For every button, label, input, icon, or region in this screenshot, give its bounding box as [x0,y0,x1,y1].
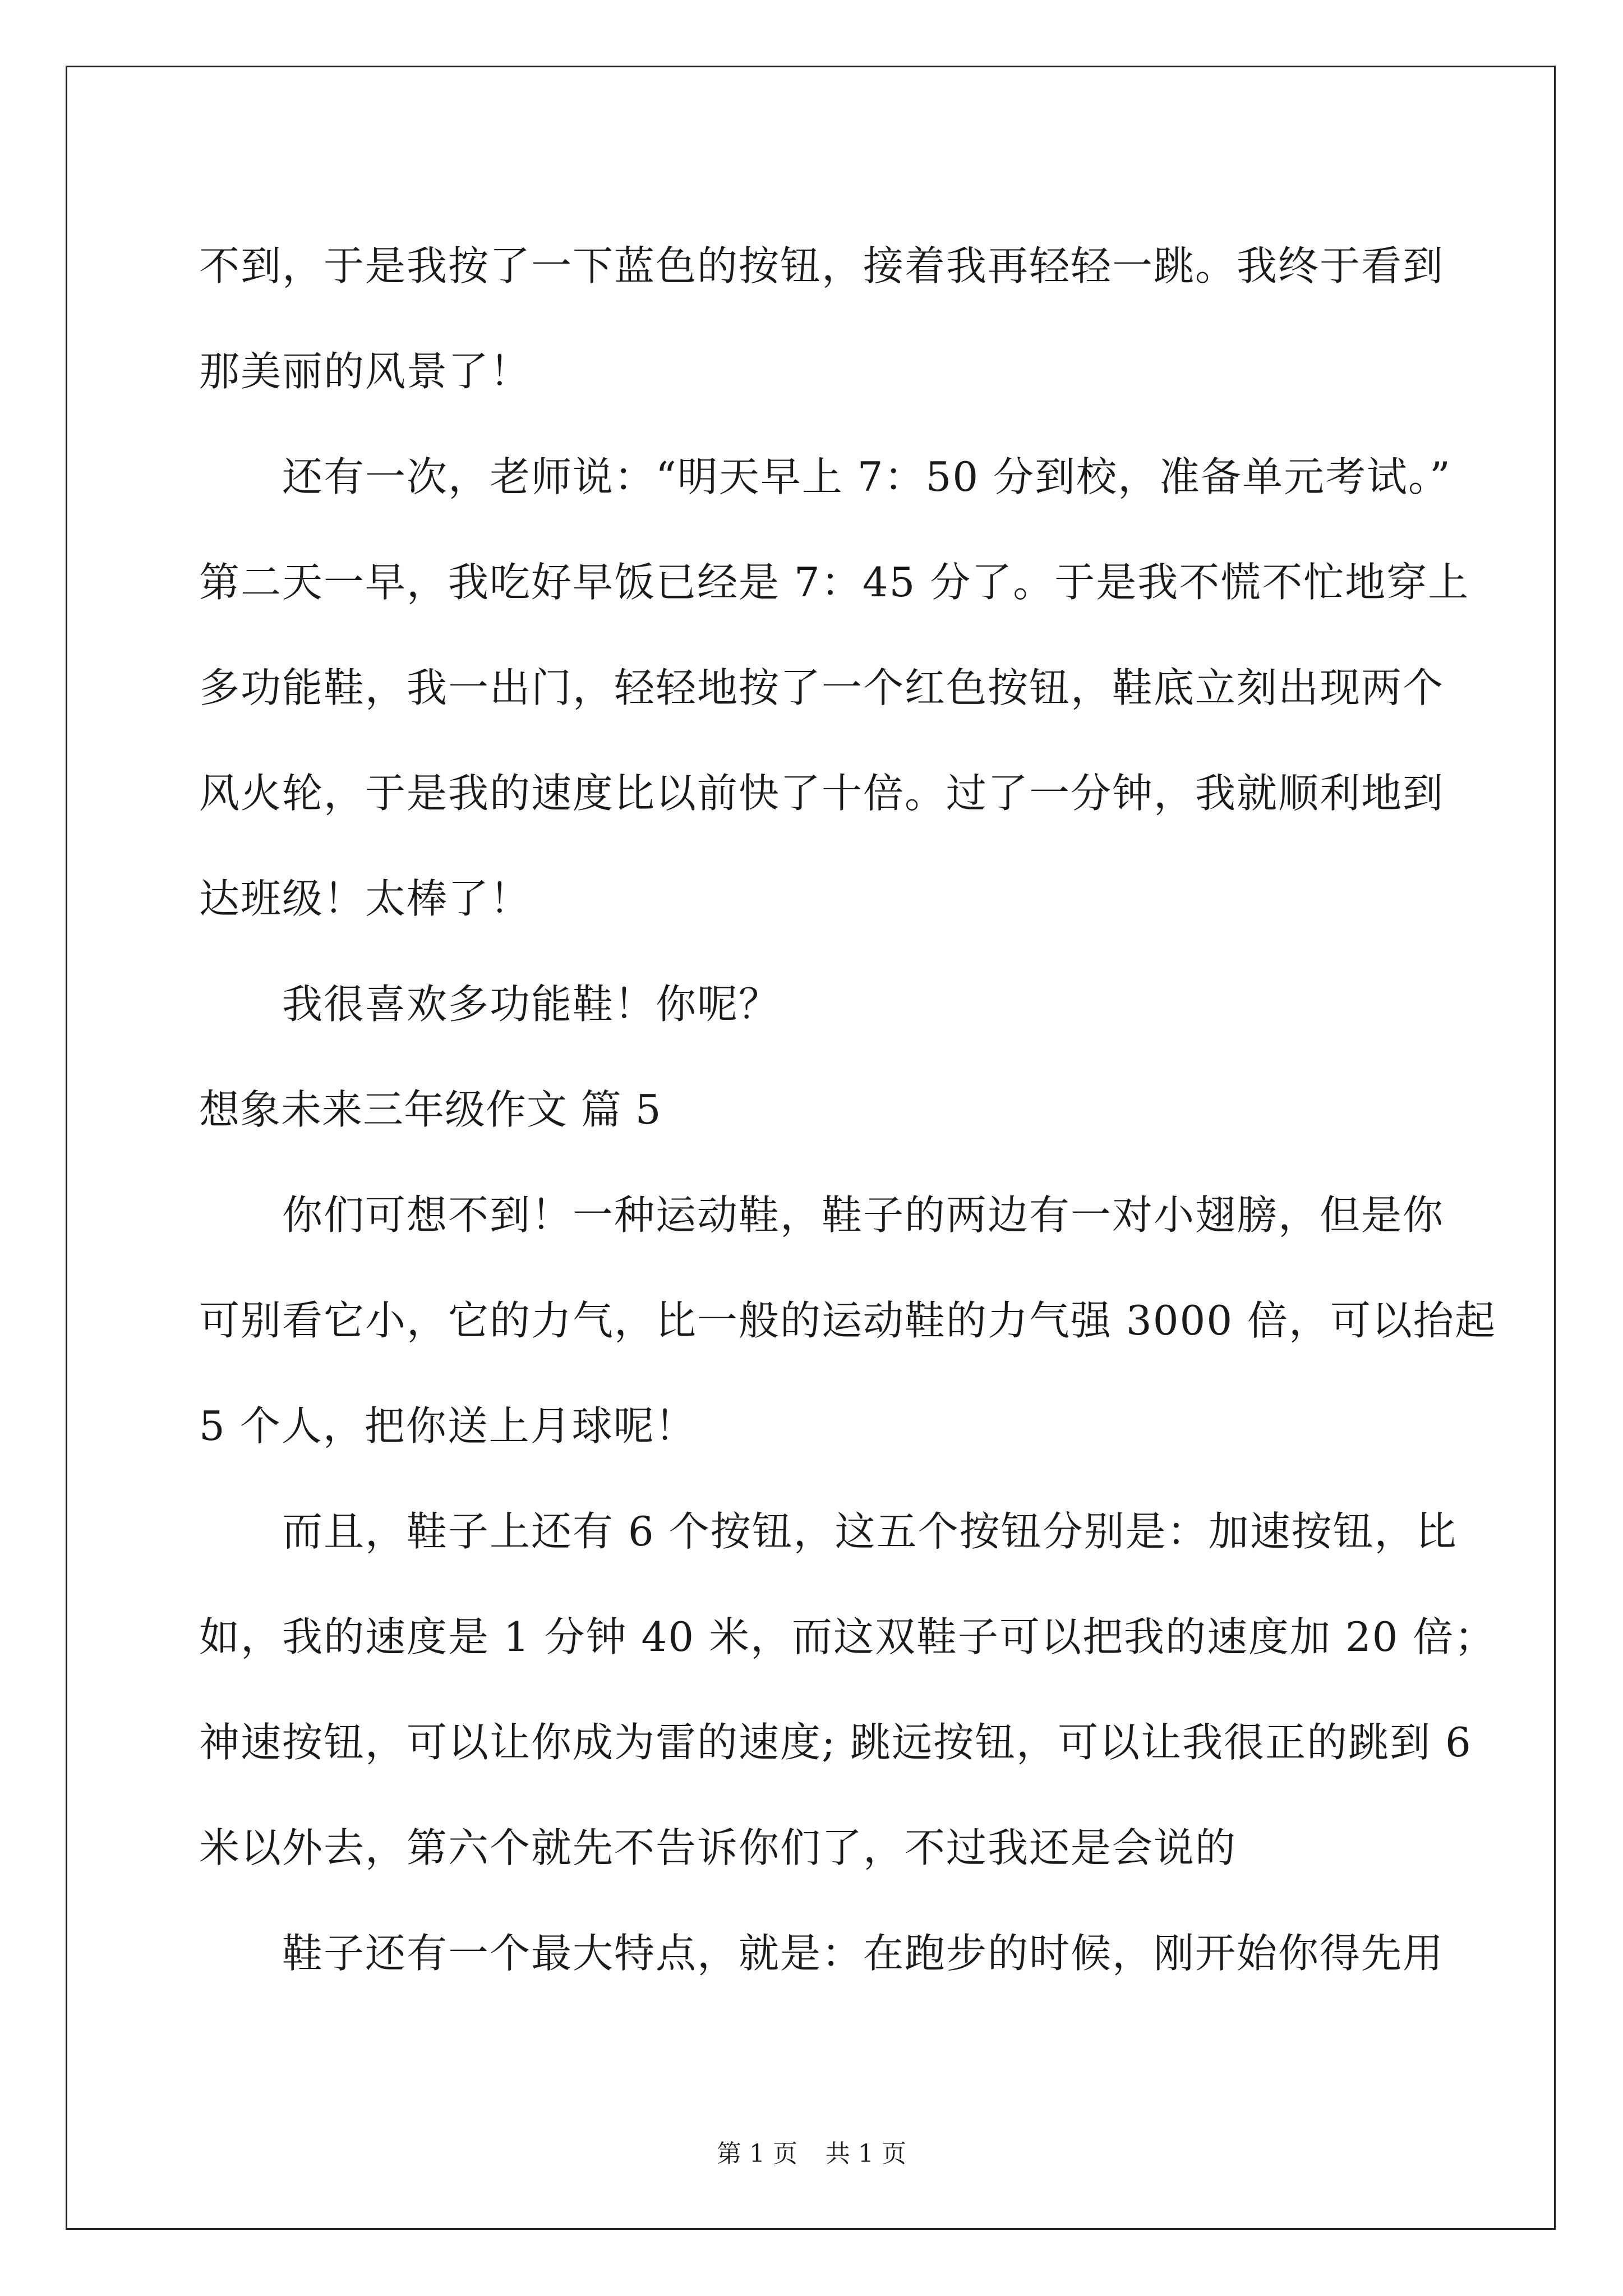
text-line: 5 个人，把你送上月球呢！ [199,1402,697,1450]
text-line: 鞋子还有一个最大特点，就是：在跑步的时候，刚开始你得先用 [282,1930,1445,1977]
section-heading: 想象未来三年级作文 篇 5 [199,1086,662,1133]
text-line: 第二天一早，我吃好早饭已经是 7：45 分了。于是我不慌不忙地穿上 [199,559,1470,606]
text-line: 而且，鞋子上还有 6 个按钮，这五个按钮分别是：加速按钮，比 [282,1508,1458,1555]
page-number: 第 1 页 [717,2139,797,2168]
text-line: 还有一次，老师说：“明天早上 7：50 分到校，准备单元考试。” [282,453,1451,500]
text-line: 如，我的速度是 1 分钟 40 米，而这双鞋子可以把我的速度加 20 倍； [199,1613,1496,1660]
text-line: 不到，于是我按了一下蓝色的按钮，接着我再轻轻一跳。我终于看到 [199,242,1445,289]
page-footer [0,2138,1623,2170]
text-line: 风火轮，于是我的速度比以前快了十倍。过了一分钟，我就顺利地到 [199,770,1445,817]
document-body [199,213,1497,2006]
text-line: 你们可想不到！一种运动鞋，鞋子的两边有一对小翅膀，但是你 [282,1191,1445,1239]
text-line: 米以外去，第六个就先不告诉你们了，不过我还是会说的 [199,1824,1237,1871]
text-line: 那美丽的风景了！ [199,348,532,395]
text-line: 我很喜欢多功能鞋！你呢？ [282,981,781,1028]
text-line: 达班级！太棒了！ [199,875,532,922]
page-total: 共 1 页 [826,2139,906,2168]
text-line: 可别看它小，它的力气，比一般的运动鞋的力气强 3000 倍，可以抬起 [199,1297,1497,1344]
text-line: 多功能鞋，我一出门，轻轻地按了一个红色按钮，鞋底立刻出现两个 [199,664,1445,711]
text-line: 神速按钮，可以让你成为雷的速度; 跳远按钮，可以让我很正的跳到 6 [199,1719,1472,1766]
